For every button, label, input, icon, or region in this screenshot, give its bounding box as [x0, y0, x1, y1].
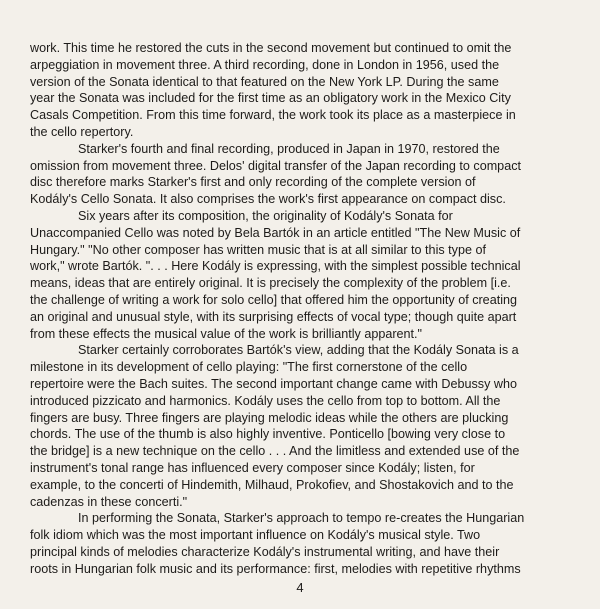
paragraph-3 [30, 208, 550, 342]
text-line: Unaccompanied Cello was noted by Bela Bartók in an article entitled "The New Music of [30, 225, 521, 240]
text-line: Six years after its composition, the originality of Kodály's Sonata for [78, 208, 453, 223]
text-line: In performing the Sonata, Starker's approach to tempo re-creates the Hungarian [78, 511, 525, 526]
text-line: Kodály's Cello Sonata. It also comprises the work's first appearance on compact disc. [30, 192, 506, 207]
text-line: means, ideas that are entirely original. It is precisely the complexity of the problem [i.e. [30, 276, 511, 291]
text-line: omission from movement three. Delos' digital transfer of the Japan recording to compact [30, 158, 521, 173]
paragraph-1 [30, 40, 550, 141]
page-number: 4 [296, 580, 304, 595]
text-line: introduced pizzicato and harmonics. Kodály uses the cello from top to bottom. All the [30, 393, 501, 408]
text-line: the challenge of writing a work for solo cello] that offered him the opportunity of creating [30, 292, 517, 307]
text-line: arpeggiation in movement three. A third recording, done in London in 1956, used the [30, 57, 500, 72]
text-line: the cello repertory. [30, 124, 134, 139]
text-line: principal kinds of melodies characterize Kodály's instrumental writing, and have their [30, 544, 500, 559]
text-line: year the Sonata was included for the first time as an obligatory work in the Mexico City [30, 91, 511, 106]
text-line: Starker certainly corroborates Bartók's view, adding that the Kodály Sonata is a [78, 343, 519, 358]
text-line: version of the Sonata identical to that featured on the New York LP. During the same [30, 74, 499, 89]
text-line: the bridge] is a new technique on the cello . . . And the limitless and extended use of the [30, 444, 520, 459]
text-line: repertoire were the Bach suites. The second important change came with Debussy who [30, 376, 517, 391]
text-line: milestone in its development of cello playing: "The first cornerstone of the cello [30, 360, 468, 375]
text-line: roots in Hungarian folk music and its performance: first, melodies with repetitive rhythms [30, 561, 521, 576]
text-line: chords. The use of the thumb is also highly inventive. Ponticello [bowing very close to [30, 427, 506, 442]
text-line: fingers are busy. Three fingers are playing melodic ideas while the others are plucking [30, 410, 509, 425]
text-line: Hungary." "No other composer has written music that is at all similar to this type of [30, 242, 486, 257]
text-line: Starker's fourth and final recording, produced in Japan in 1970, restored the [78, 141, 500, 156]
text-line: cadenzas in these concerti." [30, 494, 188, 509]
paragraph-5 [30, 510, 550, 577]
text-line: example, to the concerti of Hindemith, Milhaud, Prokofiev, and Shostakovich and to the [30, 477, 514, 492]
text-line: work," wrote Bartók. ". . . Here Kodály is expressing, with the simplest possible technical [30, 259, 521, 274]
text-line: from these effects the musical value of the work is brilliantly apparent." [30, 326, 423, 341]
text-line: work. This time he restored the cuts in the second movement but continued to omit the [30, 41, 512, 55]
text-line: instrument's tonal range has influenced every composer since Kodály; listen, for [30, 460, 475, 475]
text-line: folk idiom which was the most important influence on Kodály's musical style. Two [30, 528, 481, 543]
paragraph-4 [30, 342, 550, 510]
paragraph-2 [30, 141, 550, 208]
text-line: Casals Competition. From this time forward, the work took its place as a masterpiece in [30, 108, 516, 123]
page-body [30, 40, 550, 578]
text-line: an original and unusual style, with its surprising effects of vocal type; though quite apart [30, 309, 517, 324]
text-line: disc therefore marks Starker's first and only recording of the complete version of [30, 175, 476, 190]
